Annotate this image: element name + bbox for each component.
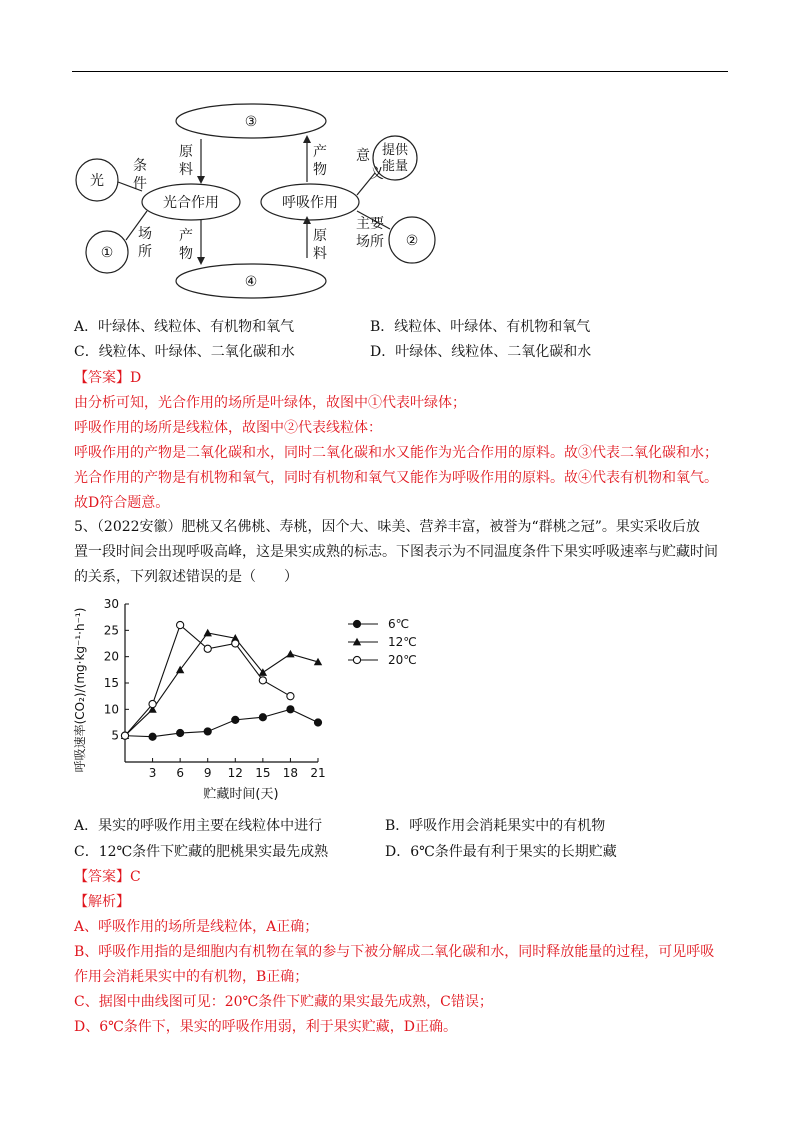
q5-analysis-line-5: D、6℃条件下，果实的呼吸作用弱，利于果实贮藏，D正确。 <box>74 1019 458 1035</box>
q4-analysis-line-5: 故D符合题意。 <box>74 495 170 511</box>
data-point <box>286 650 294 658</box>
product-bottom-label-2: 物 <box>179 246 193 262</box>
y-tick-label: 25 <box>103 623 119 638</box>
data-point <box>149 700 156 707</box>
raw-bottom-label-2: 料 <box>313 246 327 262</box>
q5-stem-line-3: 的关系，下列叙述错误的是（ ） <box>74 569 298 585</box>
y-tick-label: 20 <box>103 649 119 664</box>
data-point <box>204 728 211 735</box>
data-point <box>204 629 212 637</box>
x-tick-label: 9 <box>203 766 212 780</box>
q5-option-a: A．果实的呼吸作用主要在线粒体中进行 <box>74 818 323 834</box>
product-top-label-2: 物 <box>313 162 327 178</box>
node-3-label: ③ <box>244 114 258 130</box>
respiration-label: 呼吸作用 <box>282 195 338 211</box>
site-label-2: 所 <box>138 244 152 260</box>
main-site-label-1: 主要 <box>356 216 384 232</box>
data-point <box>287 706 294 713</box>
data-point <box>204 645 211 652</box>
condition-label-2: 件 <box>133 176 147 192</box>
y-tick-label: 10 <box>103 702 119 717</box>
x-tick-label: 3 <box>148 766 157 780</box>
y-tick-label: 30 <box>103 597 119 611</box>
legend-marker <box>353 620 360 627</box>
data-point <box>177 621 184 628</box>
meaning-label-1: 意 <box>356 148 370 164</box>
q5-option-d: D．6℃条件最有利于果实的长期贮藏 <box>385 844 617 860</box>
data-point <box>232 716 239 723</box>
x-axis-label: 贮藏时间(天) <box>203 787 279 802</box>
series-line-1 <box>125 633 318 736</box>
q5-option-c: C．12℃条件下贮藏的肥桃果实最先成熟 <box>74 844 329 860</box>
y-axis-label: 呼吸速率(CO₂)/(mg·kg⁻¹·h⁻¹) <box>73 607 87 773</box>
series-line-0 <box>125 709 318 736</box>
q5-option-b: B．呼吸作用会消耗果实中的有机物 <box>385 818 606 834</box>
data-point <box>121 732 128 739</box>
photosynthesis-label: 光合作用 <box>163 195 219 211</box>
data-point <box>259 714 266 721</box>
q4-analysis-line-4: 光合作用的产物是有机物和氧气，同时有机物和氧气又能作为呼吸作用的原料。故④代表有机物和氧气。 <box>74 470 718 486</box>
legend-label: 20℃ <box>388 653 417 667</box>
node-1-label: ① <box>100 245 114 261</box>
site-label-1: 场 <box>138 226 152 242</box>
product-bottom-label-1: 产 <box>179 228 193 244</box>
data-point <box>149 733 156 740</box>
q5-analysis-line-4: C、据图中曲线图可见：20℃条件下贮藏的果实最先成熟，C错误； <box>74 994 493 1010</box>
q4-option-b: B．线粒体、叶绿体、有机物和氧气 <box>370 319 591 335</box>
q5-analysis-title: 【解析】 <box>74 894 130 910</box>
x-tick-label: 6 <box>176 766 184 780</box>
header-rule <box>72 71 728 72</box>
data-point <box>287 693 294 700</box>
q5-analysis-line-3: 作用会消耗果实中的有机物，B正确； <box>74 969 309 985</box>
legend-label: 6℃ <box>388 617 410 631</box>
data-point <box>259 677 266 684</box>
q5-analysis-line-1: A、呼吸作用的场所是线粒体，A正确； <box>74 919 319 935</box>
data-point <box>177 729 184 736</box>
q5-stem-line-1: 5、（2022安徽）肥桃又名佛桃、寿桃，因个大、味美、营养丰富，被誉为“群桃之冠”。果实采收后放 <box>74 519 700 535</box>
legend-marker <box>353 656 360 663</box>
meaning-label-2: 义 <box>370 166 384 182</box>
node-4-label: ④ <box>244 274 258 290</box>
q4-option-c: C．线粒体、叶绿体、二氧化碳和水 <box>74 344 295 360</box>
raw-top-label-1: 原 <box>179 144 193 160</box>
photosynthesis-respiration-diagram <box>70 98 470 308</box>
condition-label-1: 条 <box>133 158 147 174</box>
x-tick-label: 18 <box>282 766 299 780</box>
q5-answer: 【答案】C <box>74 869 141 885</box>
y-tick-label: 15 <box>103 676 119 690</box>
x-tick-label: 12 <box>227 766 243 780</box>
x-tick-label: 21 <box>310 766 326 780</box>
q4-analysis-line-2: 呼吸作用的场所是线粒体，故图中②代表线粒体： <box>74 420 382 436</box>
data-point <box>232 640 239 647</box>
product-top-label-1: 产 <box>313 144 327 160</box>
light-label: 光 <box>90 173 104 189</box>
respiration-rate-chart <box>70 594 490 804</box>
supply-energy-label-2: 能量 <box>381 159 409 174</box>
q5-stem-line-2: 置一段时间会出现呼吸高峰，这是果实成熟的标志。下图表示为不同温度条件下果实呼吸速率与贮藏时间 <box>74 544 718 560</box>
q4-option-a: A．叶绿体、线粒体、有机物和氧气 <box>74 319 295 335</box>
q4-analysis-line-1: 由分析可知，光合作用的场所是叶绿体，故图中①代表叶绿体； <box>74 395 466 411</box>
legend-label: 12℃ <box>388 635 417 649</box>
data-point <box>314 719 321 726</box>
x-tick-label: 15 <box>255 766 271 780</box>
node-2-label: ② <box>405 233 419 249</box>
y-tick-label: 5 <box>111 728 119 743</box>
main-site-label-2: 场所 <box>356 234 384 250</box>
q5-analysis-line-2: B、呼吸作用指的是细胞内有机物在氧的参与下被分解成二氧化碳和水，同时释放能量的过程，可见呼吸 <box>74 944 715 960</box>
raw-top-label-2: 料 <box>179 162 193 178</box>
q4-option-d: D．叶绿体、线粒体、二氧化碳和水 <box>370 344 592 360</box>
raw-bottom-label-1: 原 <box>313 228 327 244</box>
q4-answer: 【答案】D <box>74 370 142 386</box>
q4-analysis-line-3: 呼吸作用的产物是二氧化碳和水，同时二氧化碳和水又能作为光合作用的原料。故③代表二氧化碳和水； <box>74 445 718 461</box>
supply-energy-label-1: 提供 <box>381 143 409 158</box>
